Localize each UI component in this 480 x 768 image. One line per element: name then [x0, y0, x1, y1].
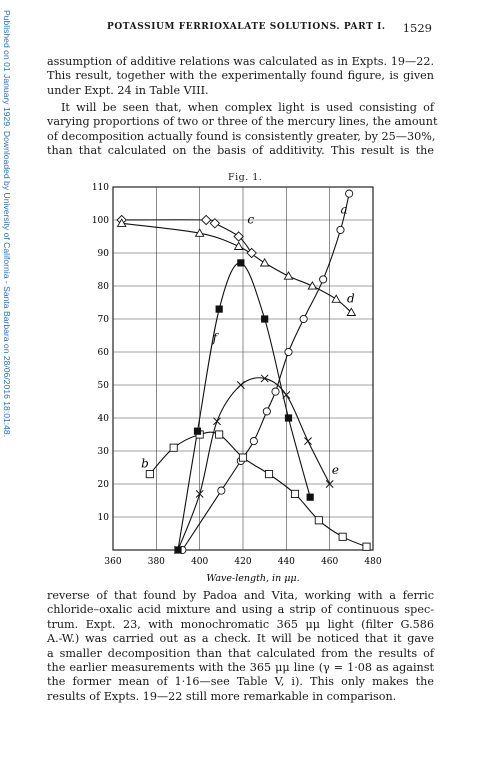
paragraph-line: than that calculated on the basis of additivity. This result is the	[47, 144, 434, 158]
data-point-circle	[337, 226, 344, 233]
curve-label-f: f	[212, 331, 218, 346]
y-tick-label: 80	[97, 282, 109, 292]
paragraph-line: of decomposition actually found is consistently greater, by 25—30%,	[47, 129, 436, 143]
paragraph-line: varying proportions of two or three of the mercury lines, the amount	[47, 115, 438, 129]
paragraph-line: assumption of additive relations was calculated as in Expts. 19—22.	[47, 55, 434, 68]
y-tick-label: 30	[97, 447, 109, 457]
y-tick-label: 110	[91, 183, 109, 193]
x-tick-label: 360	[104, 557, 122, 567]
curve-label-b: b	[141, 456, 149, 471]
download-notice-text: Published on 01 January 1929. Downloaded by University of California - Santa Barbara on 28/06/2016 18:01:48.	[2, 10, 12, 438]
data-point-cross	[213, 418, 220, 425]
data-point-filled-square	[174, 546, 181, 553]
curve-b	[150, 432, 367, 547]
data-point-circle	[272, 388, 279, 395]
x-tick-label: 480	[364, 557, 382, 567]
paragraph-line: trum. Expt. 23, with monochromatic 365 μμ light (filter G.586	[47, 617, 434, 631]
data-point-filled-square	[237, 259, 244, 266]
paragraph-line: results of Expts. 19—22 still more remarkable in comparison.	[47, 689, 397, 703]
data-point-circle	[300, 315, 307, 322]
data-point-triangle	[235, 242, 243, 249]
data-point-circle	[263, 408, 270, 415]
data-point-filled-square	[194, 428, 201, 435]
curve-e	[178, 378, 330, 550]
paragraph-line: a smaller decomposition than that calculated from the results of	[47, 646, 434, 660]
curve-label-e: e	[331, 463, 339, 478]
x-tick-label: 460	[321, 557, 339, 567]
data-point-triangle	[308, 282, 316, 289]
data-point-filled-square	[261, 315, 268, 322]
chart-markers	[117, 190, 370, 554]
data-point-triangle	[261, 259, 269, 266]
x-tick-label: 440	[277, 557, 295, 567]
y-tick-label: 40	[97, 414, 109, 424]
data-point-circle	[250, 438, 257, 445]
paragraph-line: This result, together with the experimentally found figure, is given	[47, 69, 434, 83]
paragraph-line: the former mean of 1·16—see Table V, i). This only makes the	[47, 675, 434, 689]
paragraph-line: under Expt. 24 in Table VIII.	[47, 83, 209, 97]
data-point-square	[315, 517, 322, 524]
y-tick-label: 50	[97, 381, 109, 391]
x-tick-label: 400	[191, 557, 209, 567]
paragraph-line: A.-W.) was carried out as a check. It will be noticed that it gave	[47, 632, 434, 646]
data-point-square	[339, 533, 346, 540]
data-point-cross	[304, 438, 311, 445]
data-point-circle	[320, 276, 327, 283]
data-point-circle	[285, 348, 292, 355]
y-tick-label: 100	[91, 216, 109, 226]
y-tick-label: 20	[97, 480, 109, 490]
data-point-filled-square	[307, 494, 314, 501]
curve-label-d: d	[347, 291, 355, 306]
x-tick-label: 380	[147, 557, 165, 567]
paragraph-line: It will be seen that, when complex light is used consisting of	[61, 101, 434, 114]
data-point-triangle	[284, 272, 292, 279]
curve-c	[122, 220, 252, 253]
curve-f	[178, 263, 310, 550]
chart-curve-labels	[141, 202, 355, 477]
running-title: POTASSIUM FERRIOXALATE SOLUTIONS. PART I.	[107, 22, 386, 32]
figure-caption: Fig. 1.	[228, 172, 263, 183]
paragraph-line: reverse of that found by Padoa and Vita, working with a ferric	[47, 589, 434, 602]
data-point-square	[170, 444, 177, 451]
curve-label-a: a	[340, 202, 348, 217]
data-point-filled-square	[216, 306, 223, 313]
data-point-triangle	[332, 295, 340, 302]
y-tick-label: 60	[97, 348, 109, 358]
x-tick-label: 420	[234, 557, 252, 567]
data-point-square	[363, 543, 370, 550]
paragraph-line: chloride–oxalic acid mixture and using a strip of continuous spec-	[47, 603, 434, 617]
y-tick-label: 90	[97, 249, 109, 259]
data-point-square	[146, 471, 153, 478]
data-point-square	[265, 471, 272, 478]
data-point-square	[291, 490, 298, 497]
data-point-square	[239, 454, 246, 461]
page-number: 1529	[402, 21, 432, 35]
data-point-circle	[346, 190, 353, 197]
data-point-circle	[218, 487, 225, 494]
paragraph-3	[47, 589, 434, 704]
paragraph-line: the earlier measurements with the 365 μμ line (γ = 1·08 as against	[47, 661, 434, 675]
y-tick-label: 70	[97, 315, 109, 325]
data-point-diamond	[202, 215, 211, 224]
chart-ticks	[92, 183, 382, 567]
data-point-square	[216, 431, 223, 438]
x-axis-label: Wave-length, in μμ.	[206, 573, 300, 584]
y-tick-label: 10	[97, 513, 109, 523]
curve-label-c: c	[247, 212, 255, 227]
data-point-filled-square	[285, 414, 292, 421]
